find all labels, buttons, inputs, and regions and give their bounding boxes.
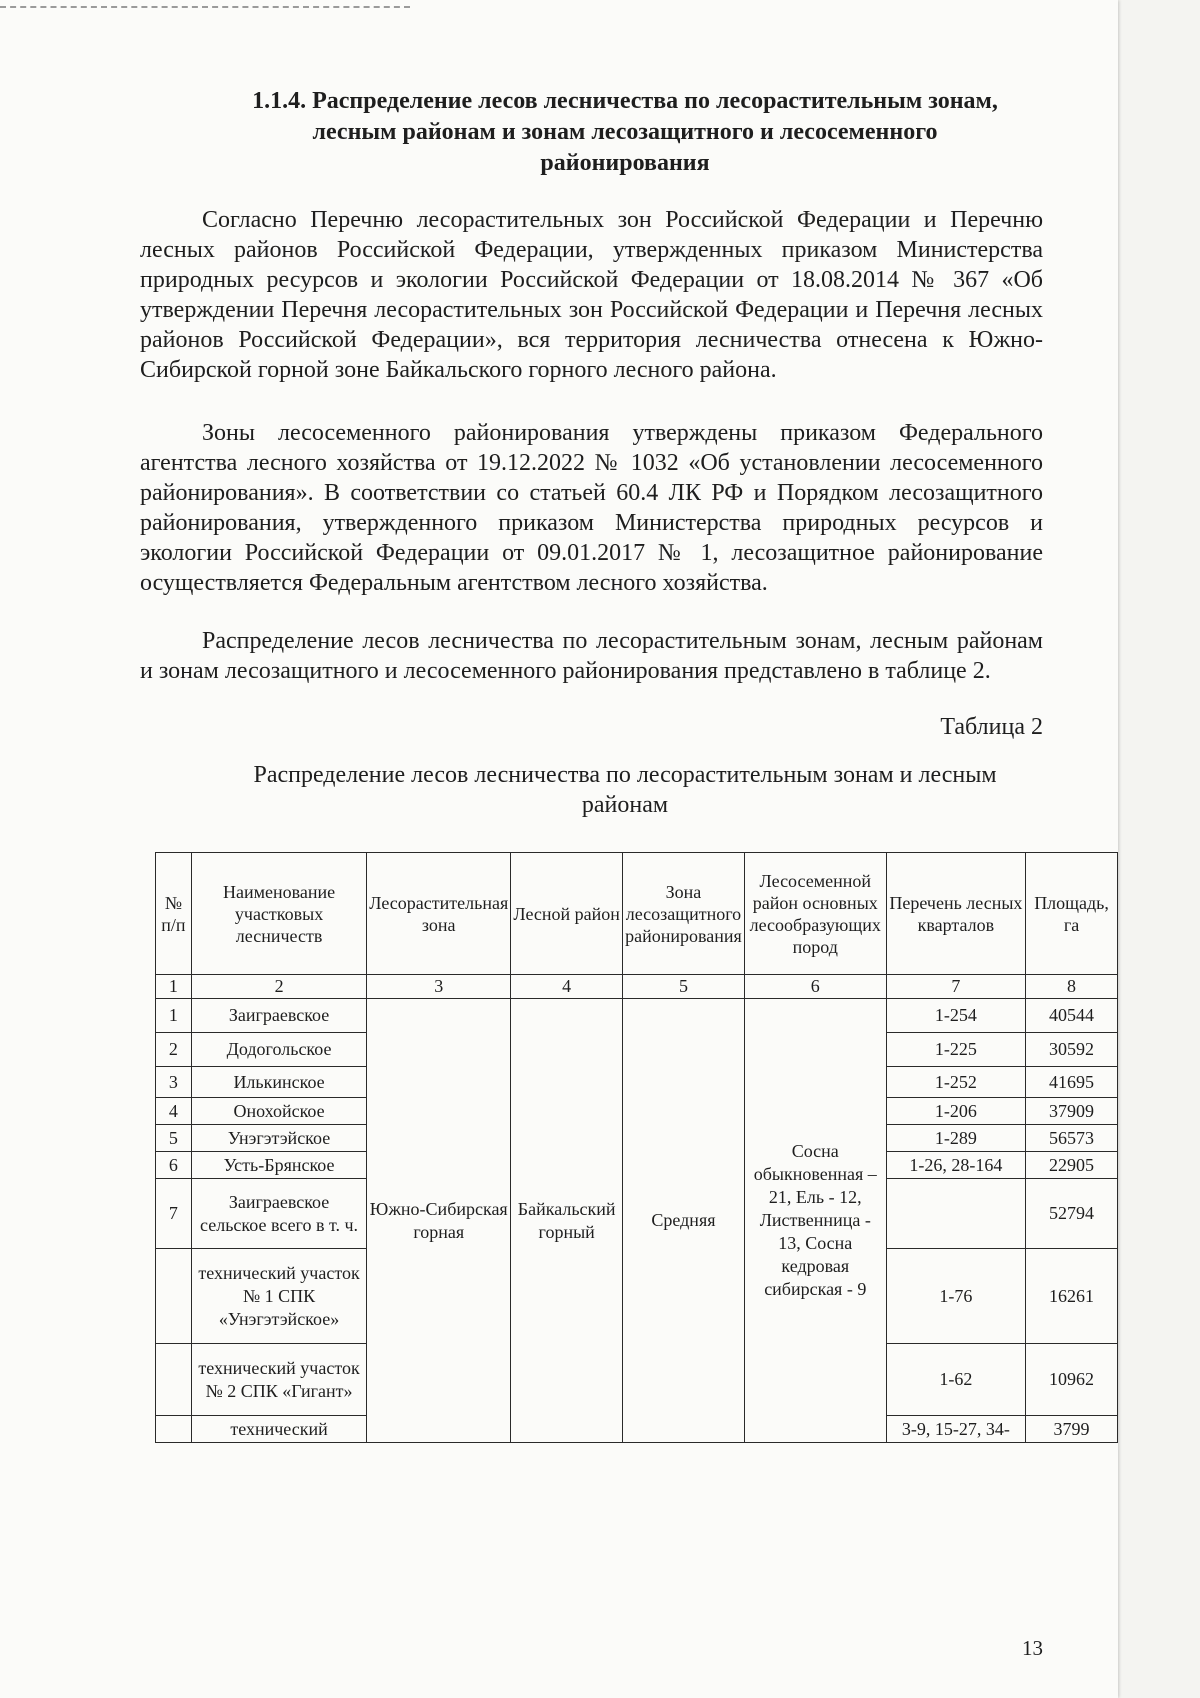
quarters-cell: 1-62 bbox=[886, 1344, 1025, 1416]
column-number-cell: 5 bbox=[623, 975, 745, 999]
header-cell: Зона лесозащитного районирования bbox=[623, 853, 745, 975]
forestry-name-cell: Онохойское bbox=[191, 1098, 366, 1125]
area-cell: 30592 bbox=[1026, 1033, 1118, 1067]
heading-line: 1.1.4. Распределение лесов лесничества по лесорастительным зонам, bbox=[252, 88, 998, 114]
paragraph-seed-zoning: Зоны лесосеменного районирования утверждены приказом Федерального агентства лесного хозяйства от 19.12.2022 № 1032 «Об установлении лесосеменного районирования». В соответствии со статьей 60.4 ЛК РФ и Порядком лесозащитного районирования, утвержденного приказом Министерства природных ресурсов и экологии Российской Федерации от 09.01.2017 № 1, лесозащитное районирование осуществляется Федеральным агентством лесного хозяйства. bbox=[140, 420, 1043, 596]
header-row bbox=[156, 853, 1118, 975]
paragraph-distribution: Распределение лесов лесничества по лесорастительным зонам, лесным районам и зонам лесозащитного и лесосеменного районирования представлено в таблице 2. bbox=[140, 628, 1043, 684]
forestry-name-cell: Унэгэтэйское bbox=[191, 1125, 366, 1152]
quarters-cell: 1-254 bbox=[886, 999, 1025, 1033]
quarters-cell: 1-289 bbox=[886, 1125, 1025, 1152]
quarters-cell bbox=[886, 1179, 1025, 1249]
forestry-name-cell: технический участок № 1 СПК «Унэгэтэйское» bbox=[191, 1249, 366, 1344]
row-number-cell bbox=[156, 1416, 192, 1443]
quarters-cell: 1-252 bbox=[886, 1067, 1025, 1098]
zone-cell: Южно-Сибирская горная bbox=[367, 999, 511, 1443]
row-number-cell bbox=[156, 1344, 192, 1416]
forestry-name-cell: Додогольское bbox=[191, 1033, 366, 1067]
heading-line: лесным районам и зонам лесозащитного и лесосеменного bbox=[312, 119, 938, 145]
area-cell: 10962 bbox=[1026, 1344, 1118, 1416]
paragraph-zones-list: Согласно Перечню лесорастительных зон Российской Федерации и Перечню лесных районов Российской Федерации, утвержденных приказом Министерства природных ресурсов и экологии Российской Федерации от 18.08.2014 № 367 «Об утверждении Перечня лесорастительных зон Российской Федерации и Перечня лесных районов Российской Федерации», вся территория лесничества отнесена к Южно-Сибирской горной зоне Байкальского горного лесного района. bbox=[140, 207, 1043, 383]
column-number-cell: 1 bbox=[156, 975, 192, 999]
row-number-cell: 1 bbox=[156, 999, 192, 1033]
area-cell: 41695 bbox=[1026, 1067, 1118, 1098]
table-label: Таблица 2 bbox=[940, 714, 1043, 740]
area-cell: 3799 bbox=[1026, 1416, 1118, 1443]
quarters-cell: 3-9, 15-27, 34- bbox=[886, 1416, 1025, 1443]
column-number-cell: 2 bbox=[191, 975, 366, 999]
area-cell: 37909 bbox=[1026, 1098, 1118, 1125]
protection-zone-cell: Средняя bbox=[623, 999, 745, 1443]
header-cell: Перечень лесных кварталов bbox=[886, 853, 1025, 975]
row-number-cell: 6 bbox=[156, 1152, 192, 1179]
area-cell: 16261 bbox=[1026, 1249, 1118, 1344]
row-number-cell: 5 bbox=[156, 1125, 192, 1152]
area-cell: 40544 bbox=[1026, 999, 1118, 1033]
section-heading bbox=[200, 86, 1050, 179]
column-number-cell: 7 bbox=[886, 975, 1025, 999]
area-cell: 52794 bbox=[1026, 1179, 1118, 1249]
row-number-cell bbox=[156, 1249, 192, 1344]
seed-district-cell: Сосна обыкновенная – 21, Ель - 12, Лиственница - 13, Сосна кедровая сибирская - 9 bbox=[744, 999, 886, 1443]
quarters-cell: 1-206 bbox=[886, 1098, 1025, 1125]
table-title-line: районам bbox=[581, 792, 669, 818]
header-cell: Лесорастительная зона bbox=[367, 853, 511, 975]
column-number-cell: 8 bbox=[1026, 975, 1118, 999]
table-title bbox=[200, 760, 1050, 820]
district-cell: Байкальский горный bbox=[511, 999, 623, 1443]
header-cell: № п/п bbox=[156, 853, 192, 975]
quarters-cell: 1-225 bbox=[886, 1033, 1025, 1067]
forestry-name-cell: технический участок № 2 СПК «Гигант» bbox=[191, 1344, 366, 1416]
column-number-cell: 6 bbox=[744, 975, 886, 999]
forest-distribution-table bbox=[155, 852, 1118, 1443]
quarters-cell: 1-26, 28-164 bbox=[886, 1152, 1025, 1179]
table-row bbox=[156, 999, 1118, 1033]
header-cell: Площадь, га bbox=[1026, 853, 1118, 975]
column-number-row bbox=[156, 975, 1118, 999]
forestry-name-cell: Заиграевское сельское всего в т. ч. bbox=[191, 1179, 366, 1249]
row-number-cell: 3 bbox=[156, 1067, 192, 1098]
row-number-cell: 2 bbox=[156, 1033, 192, 1067]
top-scan-rule bbox=[0, 6, 410, 8]
header-cell: Лесосеменной район основных лесообразующих пород bbox=[744, 853, 886, 975]
forestry-name-cell: Усть-Брянское bbox=[191, 1152, 366, 1179]
column-number-cell: 3 bbox=[367, 975, 511, 999]
forestry-name-cell: технический bbox=[191, 1416, 366, 1443]
heading-line: районирования bbox=[540, 150, 710, 176]
row-number-cell: 7 bbox=[156, 1179, 192, 1249]
area-cell: 22905 bbox=[1026, 1152, 1118, 1179]
column-number-cell: 4 bbox=[511, 975, 623, 999]
forestry-name-cell: Илькинское bbox=[191, 1067, 366, 1098]
header-cell: Лесной район bbox=[511, 853, 623, 975]
quarters-cell: 1-76 bbox=[886, 1249, 1025, 1344]
row-number-cell: 4 bbox=[156, 1098, 192, 1125]
header-cell: Наименование участковых лесничеств bbox=[191, 853, 366, 975]
page-number: 13 bbox=[1022, 1636, 1043, 1660]
area-cell: 56573 bbox=[1026, 1125, 1118, 1152]
forestry-name-cell: Заиграевское bbox=[191, 999, 366, 1033]
table-title-line: Распределение лесов лесничества по лесорастительным зонам и лесным bbox=[253, 762, 997, 788]
